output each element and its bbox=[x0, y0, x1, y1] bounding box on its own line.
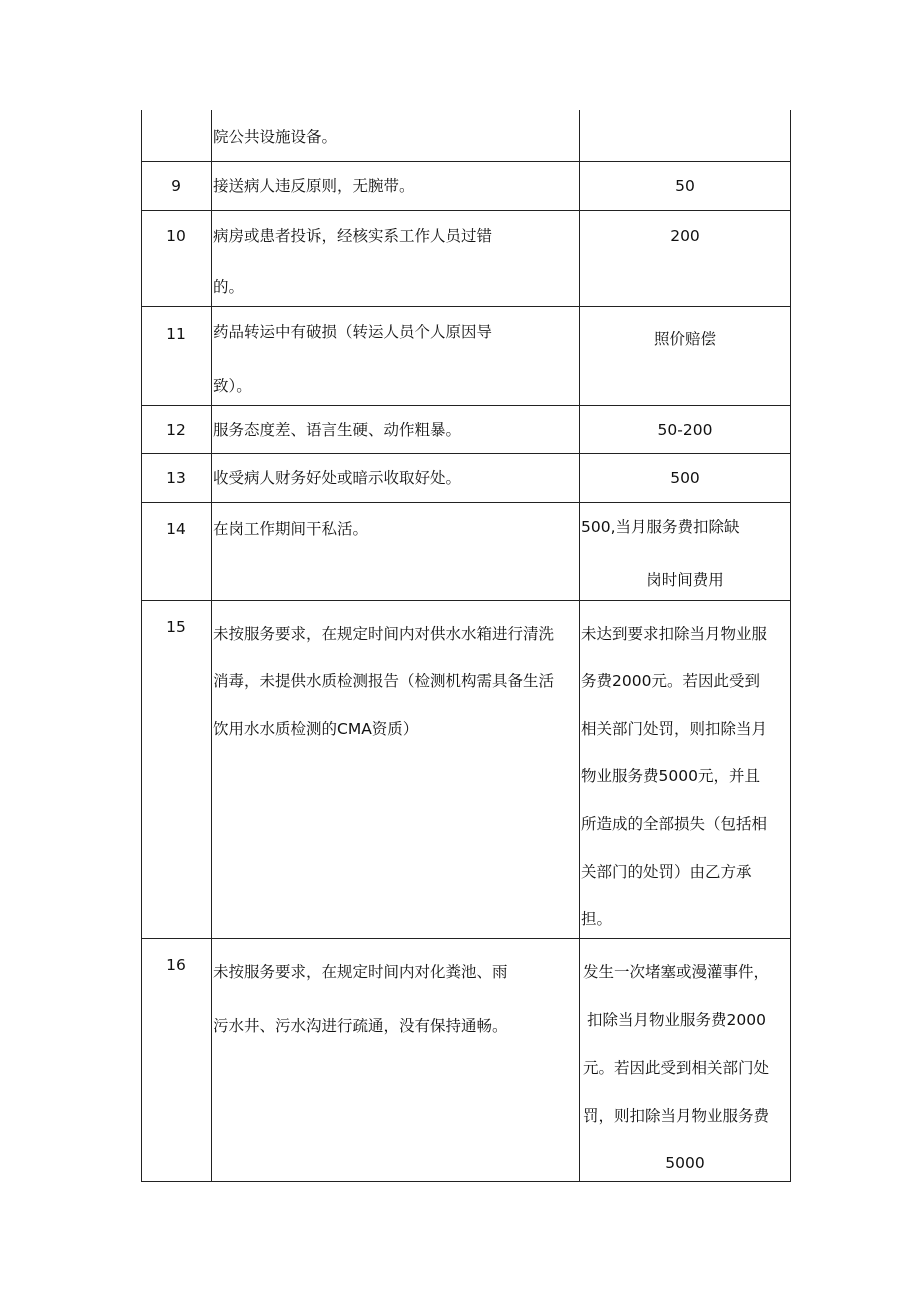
row-number: 13 bbox=[166, 469, 186, 487]
row-penalty-line: 元。若因此受到相关部门处 bbox=[583, 1059, 770, 1077]
row-desc-line: 污水井、污水沟进行疏通，没有保持通畅。 bbox=[213, 1017, 508, 1035]
row-penalty-line: 50 bbox=[675, 177, 695, 195]
row-divider bbox=[141, 210, 791, 211]
row-number: 14 bbox=[166, 520, 186, 538]
row-number: 16 bbox=[166, 956, 186, 974]
row-divider bbox=[141, 600, 791, 601]
row-penalty-line: 岗时间费用 bbox=[646, 571, 724, 589]
table-border-bottom bbox=[141, 1181, 791, 1182]
row-penalty-line: 罚，则扣除当月物业服务费 bbox=[583, 1107, 770, 1125]
row-desc-line: 未按服务要求，在规定时间内对供水水箱进行清洗 bbox=[213, 625, 555, 643]
row-desc-line: 病房或患者投诉，经核实系工作人员过错 bbox=[213, 227, 493, 245]
row-penalty-line: 担。 bbox=[581, 910, 613, 928]
row-desc-line: 院公共设施设备。 bbox=[213, 128, 338, 146]
row-divider bbox=[141, 938, 791, 939]
row-penalty-line: 所造成的全部损失（包括相 bbox=[581, 815, 768, 833]
row-number: 9 bbox=[171, 177, 181, 195]
row-desc-line: 未按服务要求，在规定时间内对化粪池、雨 bbox=[213, 963, 508, 981]
row-number: 10 bbox=[166, 227, 186, 245]
table-border-left bbox=[141, 110, 142, 1182]
row-desc-line: 致）。 bbox=[213, 377, 252, 395]
row-desc-line: 接送病人违反原则，无腕带。 bbox=[213, 177, 415, 195]
row-desc-line: 药品转运中有破损（转运人员个人原因导 bbox=[213, 323, 493, 341]
row-divider bbox=[141, 502, 791, 503]
row-desc-line: 服务态度差、语言生硬、动作粗暴。 bbox=[213, 421, 462, 439]
row-penalty-line: 物业服务费5000元，并且 bbox=[581, 767, 760, 785]
row-penalty-line: 照价赔偿 bbox=[653, 330, 716, 348]
row-penalty-line: 200 bbox=[670, 227, 700, 245]
row-number: 12 bbox=[166, 421, 186, 439]
row-divider bbox=[141, 306, 791, 307]
row-number: 15 bbox=[166, 618, 186, 636]
row-penalty-line: 未达到要求扣除当月物业服 bbox=[581, 625, 768, 643]
row-desc-line: 的。 bbox=[213, 278, 245, 296]
row-desc-line: 饮用水水质检测的CMA资质） bbox=[213, 720, 419, 738]
table-border-col2 bbox=[579, 110, 580, 1182]
row-divider bbox=[141, 405, 791, 406]
row-penalty-line: 相关部门处罚，则扣除当月 bbox=[581, 720, 768, 738]
table-border-col1 bbox=[211, 110, 212, 1182]
row-penalty-line: 发生一次堵塞或漫灌事件， bbox=[583, 963, 770, 981]
row-divider bbox=[141, 161, 791, 162]
row-penalty-line: 500,当月服务费扣除缺 bbox=[581, 518, 740, 536]
row-penalty-line: 务费2000元。若因此受到 bbox=[581, 672, 760, 690]
table-border-right bbox=[790, 110, 791, 1182]
row-penalty-line: 关部门的处罚）由乙方承 bbox=[581, 863, 752, 881]
row-penalty-line: 扣除当月物业服务费2000 bbox=[587, 1011, 766, 1029]
row-penalty-line: 500 bbox=[670, 469, 700, 487]
row-desc-line: 消毒，未提供水质检测报告（检测机构需具备生活 bbox=[213, 672, 555, 690]
row-penalty-line: 50-200 bbox=[657, 421, 713, 439]
row-desc-line: 在岗工作期间干私活。 bbox=[213, 520, 369, 538]
row-desc-line: 收受病人财务好处或暗示收取好处。 bbox=[213, 469, 462, 487]
row-number: 11 bbox=[166, 325, 186, 343]
row-penalty-line: 5000 bbox=[665, 1154, 705, 1172]
row-divider bbox=[141, 453, 791, 454]
